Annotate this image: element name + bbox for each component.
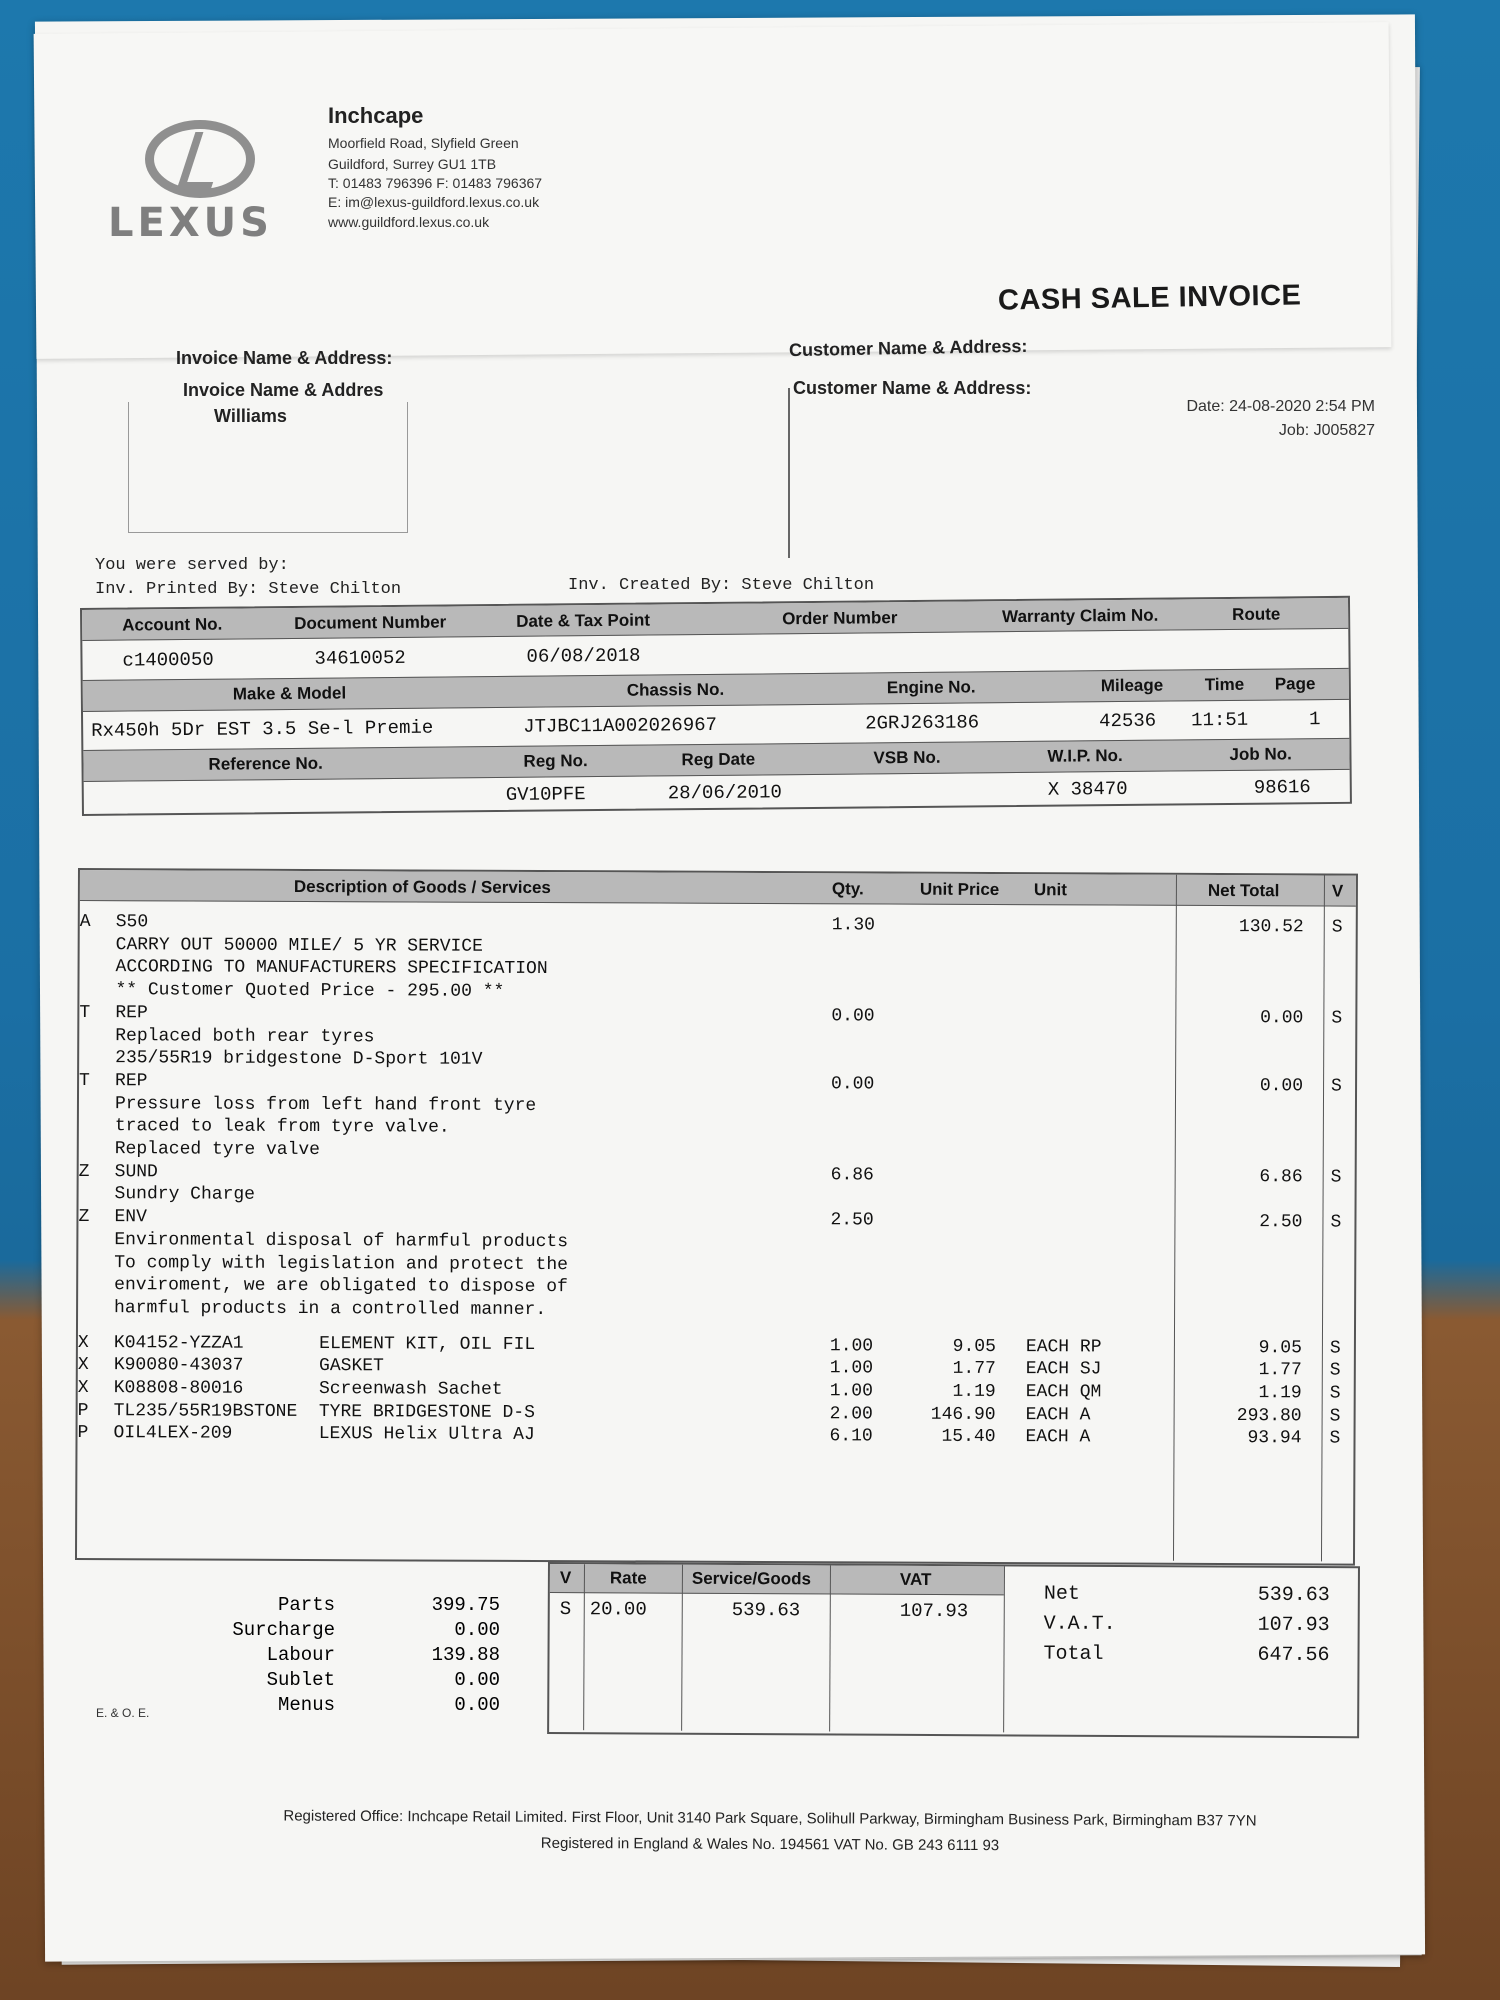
mileage-header: Mileage bbox=[1100, 675, 1164, 696]
reg-date: 28/06/2010 bbox=[667, 781, 782, 805]
item-description: Replaced both rear tyres bbox=[115, 1025, 375, 1047]
item-v-code: S bbox=[1331, 1008, 1343, 1029]
vat-code: S bbox=[559, 1598, 572, 1621]
unit-header: Unit bbox=[1033, 880, 1068, 900]
date-header: Date & Tax Point bbox=[516, 610, 651, 631]
summary-label: Parts bbox=[277, 1594, 335, 1616]
item-description: enviroment, we are obligated to dispose of bbox=[114, 1275, 568, 1298]
vsb-header: VSB No. bbox=[873, 747, 941, 768]
item-net-total: 6.86 bbox=[1259, 1166, 1303, 1188]
total-value: 647.56 bbox=[1257, 1643, 1330, 1668]
v-header: V bbox=[1331, 881, 1344, 901]
email-line: E: im@lexus-guildford.lexus.co.uk bbox=[328, 194, 540, 210]
item-qty: 6.10 bbox=[829, 1426, 873, 1447]
created-by: Inv. Created By: Steve Chilton bbox=[568, 576, 875, 595]
summary-label: Labour bbox=[266, 1644, 335, 1666]
item-qty: 6.86 bbox=[830, 1164, 874, 1186]
item-net-total: 0.00 bbox=[1260, 1007, 1304, 1029]
job-no: 98616 bbox=[1253, 776, 1311, 799]
item-net-total: 93.94 bbox=[1247, 1428, 1302, 1449]
item-description: Sundry Charge bbox=[114, 1184, 256, 1206]
item-unit: EACH QM bbox=[1025, 1382, 1102, 1403]
item-qty: 1.30 bbox=[831, 915, 876, 936]
job-number: Job: J005827 bbox=[1278, 422, 1375, 439]
item-description: TL235/55R19BSTONE TYRE BRIDGESTONE D-S bbox=[113, 1400, 535, 1423]
item-description: CARRY OUT 50000 MILE/ 5 YR SERVICE bbox=[115, 934, 483, 957]
vat-header: VAT bbox=[899, 1569, 932, 1590]
item-description: REP bbox=[115, 1002, 148, 1024]
reg-date-header: Reg Date bbox=[681, 749, 756, 770]
item-vat-code: X bbox=[77, 1355, 89, 1376]
item-description: ** Customer Quoted Price - 295.00 ** bbox=[115, 980, 505, 1002]
summary-value: 139.88 bbox=[431, 1644, 500, 1666]
net-column-divider bbox=[1173, 875, 1177, 1561]
item-qty: 1.00 bbox=[829, 1335, 874, 1357]
item-description: SUND bbox=[114, 1161, 158, 1183]
page-header: Page bbox=[1274, 674, 1316, 694]
item-description: harmful products in a controlled manner. bbox=[114, 1298, 547, 1320]
mileage: 42536 bbox=[1099, 709, 1157, 733]
item-qty: 0.00 bbox=[831, 1006, 875, 1027]
item-description: Pressure loss from left hand front tyre bbox=[114, 1093, 537, 1116]
item-description: ACCORDING TO MANUFACTURERS SPECIFICATION bbox=[115, 957, 548, 980]
account-number: c1400050 bbox=[122, 648, 214, 672]
item-qty: 2.50 bbox=[830, 1210, 874, 1231]
reg-number: GV10PFE bbox=[505, 783, 586, 806]
item-vat-code: Z bbox=[78, 1207, 90, 1228]
item-description: S50 bbox=[115, 912, 149, 933]
address-line: Guildford, Surrey GU1 1TB bbox=[328, 156, 497, 172]
item-unit: EACH RP bbox=[1025, 1336, 1102, 1358]
vat-divider bbox=[583, 1564, 585, 1730]
address-line: Moorfield Road, Slyfield Green bbox=[328, 135, 519, 151]
invoice-name-label: Invoice Name & Address: bbox=[176, 348, 393, 368]
make-model-header: Make & Model bbox=[232, 683, 347, 704]
summary-label: Sublet bbox=[266, 1669, 335, 1691]
item-unit: EACH A bbox=[1025, 1427, 1091, 1448]
item-vat-code: X bbox=[77, 1378, 89, 1399]
customer-name-label-2: Customer Name & Address: bbox=[793, 378, 1032, 398]
item-v-code: S bbox=[1329, 1360, 1341, 1381]
chassis-number: JTJBC11A002026967 bbox=[523, 713, 718, 738]
account-header: Account No. bbox=[122, 614, 223, 635]
item-vat-code: P bbox=[77, 1423, 89, 1444]
phone-line: T: 01483 796396 F: 01483 796367 bbox=[328, 175, 543, 191]
item-unit-price: 1.19 bbox=[952, 1381, 996, 1403]
order-header: Order Number bbox=[782, 608, 898, 629]
item-description: To comply with legislation and protect the bbox=[114, 1252, 569, 1275]
item-qty: 2.00 bbox=[829, 1403, 873, 1425]
item-v-code: S bbox=[1329, 1428, 1341, 1449]
item-net-total: 2.50 bbox=[1259, 1212, 1303, 1233]
time-header: Time bbox=[1204, 674, 1245, 695]
item-v-code: S bbox=[1329, 1383, 1341, 1404]
item-description: 235/55R19 bridgestone D-Sport 101V bbox=[115, 1048, 483, 1070]
invoice-address-box bbox=[128, 402, 408, 533]
item-qty: 1.00 bbox=[829, 1358, 874, 1379]
warranty-header: Warranty Claim No. bbox=[1002, 605, 1159, 627]
total-value: 539.63 bbox=[1257, 1583, 1330, 1608]
item-net-total: 1.77 bbox=[1258, 1360, 1302, 1381]
item-net-total: 0.00 bbox=[1259, 1076, 1304, 1097]
engine-header: Engine No. bbox=[886, 677, 976, 698]
vat-value: 107.93 bbox=[899, 1599, 969, 1623]
service-goods-header: Service/Goods bbox=[691, 1568, 812, 1589]
document-header: Document Number bbox=[294, 612, 447, 633]
vat-divider bbox=[681, 1565, 683, 1731]
wip-number: X 38470 bbox=[1047, 777, 1128, 801]
items-header-bar bbox=[80, 870, 1356, 907]
time: 11:51 bbox=[1191, 708, 1249, 732]
item-description: traced to leak from tyre valve. bbox=[114, 1116, 450, 1138]
item-unit-price: 9.05 bbox=[952, 1336, 996, 1357]
item-description: K90080-43037 GASKET bbox=[113, 1355, 384, 1377]
invoice-title: CASH SALE INVOICE bbox=[997, 279, 1302, 317]
item-vat-code: P bbox=[77, 1400, 89, 1421]
item-v-code: S bbox=[1331, 1076, 1342, 1097]
item-net-total: 9.05 bbox=[1258, 1337, 1302, 1358]
item-description: K04152-YZZA1 ELEMENT KIT, OIL FIL bbox=[113, 1332, 536, 1355]
footer-registered-office: Registered Office: Inchcape Retail Limited. First Floor, Unit 3140 Park Square, Solihull Parkway, Birmingham Business Park, Birmingham B37 7YN bbox=[283, 1807, 1257, 1830]
company-name: Inchcape bbox=[328, 103, 424, 128]
item-net-total: 130.52 bbox=[1238, 917, 1304, 938]
customer-name-label: Customer Name & Address: bbox=[788, 335, 1028, 361]
item-vat-code: A bbox=[79, 912, 91, 933]
service-goods-value: 539.63 bbox=[731, 1598, 801, 1622]
summary-label: Surcharge bbox=[232, 1619, 335, 1641]
item-description: Replaced tyre valve bbox=[114, 1139, 321, 1161]
served-by-label: You were served by: bbox=[95, 556, 289, 575]
vat-rate-header: Rate bbox=[609, 1568, 647, 1588]
item-v-code: S bbox=[1329, 1406, 1341, 1427]
item-net-total: 293.80 bbox=[1236, 1405, 1302, 1427]
tax-point-date: 06/08/2018 bbox=[526, 644, 641, 668]
item-vat-code: Z bbox=[78, 1161, 90, 1182]
item-v-code: S bbox=[1329, 1338, 1341, 1359]
item-description: OIL4LEX-209 LEXUS Helix Ultra AJ bbox=[113, 1423, 535, 1446]
footer-registration: Registered in England & Wales No. 194561 VAT No. GB 243 6111 93 bbox=[540, 1834, 1000, 1855]
summary-label: Menus bbox=[277, 1694, 335, 1716]
vat-v-header: V bbox=[559, 1568, 572, 1588]
items-table bbox=[75, 868, 1358, 1566]
item-v-code: S bbox=[1330, 1212, 1342, 1233]
item-unit: EACH SJ bbox=[1025, 1359, 1102, 1380]
item-qty: 0.00 bbox=[831, 1074, 875, 1095]
invoice-name: Williams bbox=[214, 406, 287, 426]
item-unit-price: 15.40 bbox=[941, 1427, 996, 1448]
vat-rate: 20.00 bbox=[589, 1598, 647, 1621]
item-description: REP bbox=[115, 1071, 148, 1092]
item-description: ENV bbox=[114, 1207, 147, 1228]
description-header: Description of Goods / Services bbox=[293, 876, 551, 898]
item-unit-price: 1.77 bbox=[952, 1359, 996, 1380]
item-qty: 1.00 bbox=[829, 1381, 873, 1402]
item-vat-code: T bbox=[79, 1070, 90, 1091]
total-label: Total bbox=[1043, 1642, 1104, 1666]
reg-no-header: Reg No. bbox=[523, 751, 588, 771]
vat-totals-box bbox=[547, 1562, 1360, 1738]
summary-value: 0.00 bbox=[454, 1669, 500, 1691]
website-line: www.guildford.lexus.co.uk bbox=[328, 214, 490, 230]
vehicle-details-table bbox=[80, 596, 1352, 816]
item-vat-code: X bbox=[77, 1332, 89, 1353]
engine-number: 2GRJ263186 bbox=[865, 711, 980, 735]
vat-divider bbox=[829, 1565, 831, 1731]
route-header: Route bbox=[1232, 604, 1281, 624]
summary-value: 0.00 bbox=[454, 1694, 500, 1716]
summary-value: 399.75 bbox=[431, 1594, 500, 1616]
item-v-code: S bbox=[1331, 917, 1343, 938]
item-unit: EACH A bbox=[1025, 1404, 1091, 1426]
printed-by: Inv. Printed By: Steve Chilton bbox=[95, 580, 402, 599]
qty-header: Qty. bbox=[831, 879, 864, 899]
item-vat-code: T bbox=[79, 1002, 91, 1023]
invoice-name-label-2: Invoice Name & Addres bbox=[183, 380, 384, 400]
document-number: 34610052 bbox=[314, 646, 406, 670]
item-description: K08808-80016 Screenwash Sachet bbox=[113, 1378, 503, 1400]
job-no-header: Job No. bbox=[1229, 744, 1292, 764]
vat-divider bbox=[1003, 1566, 1005, 1732]
make-model: Rx450h 5Dr EST 3.5 Se-l Premie bbox=[91, 716, 434, 742]
total-label: Net bbox=[1043, 1582, 1080, 1606]
reference-header: Reference No. bbox=[208, 753, 323, 774]
invoice-date: Date: 24-08-2020 2:54 PM bbox=[1186, 398, 1375, 415]
item-description: Environmental disposal of harmful products bbox=[114, 1229, 569, 1252]
logo-text: LEXUS bbox=[108, 200, 273, 246]
total-value: 107.93 bbox=[1257, 1613, 1330, 1638]
summary-value: 0.00 bbox=[454, 1619, 500, 1641]
unit-price-header: Unit Price bbox=[919, 879, 1000, 900]
wip-header: W.I.P. No. bbox=[1047, 745, 1123, 766]
net-total-header: Net Total bbox=[1207, 880, 1280, 901]
eoe-note: E. & O. E. bbox=[96, 1706, 150, 1720]
item-v-code: S bbox=[1330, 1167, 1342, 1188]
v-column-divider bbox=[1321, 875, 1325, 1561]
item-unit-price: 146.90 bbox=[930, 1404, 996, 1425]
total-label: V.A.T. bbox=[1043, 1612, 1116, 1636]
page-number: 1 bbox=[1309, 708, 1321, 731]
chassis-header: Chassis No. bbox=[626, 679, 725, 700]
item-net-total: 1.19 bbox=[1258, 1383, 1302, 1404]
